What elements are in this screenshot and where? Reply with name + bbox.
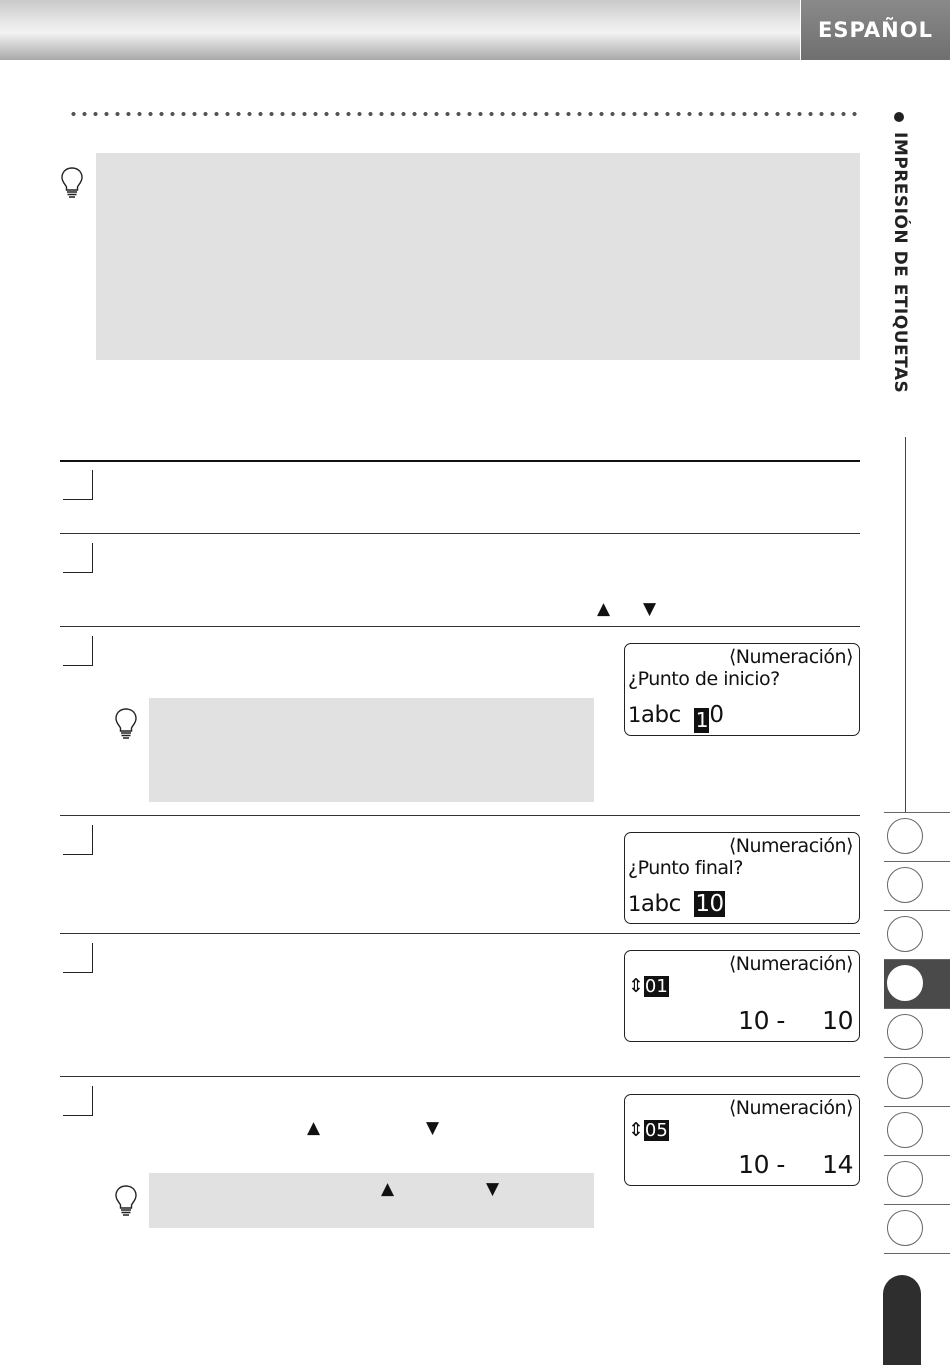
note-box — [149, 698, 594, 802]
step-marker-2 — [63, 543, 93, 573]
arrow-down-icon: ▼ — [486, 1179, 500, 1199]
side-divider — [905, 437, 906, 813]
chapter-circle — [887, 1112, 923, 1148]
lcd-value-highlight: 10 — [695, 891, 724, 917]
step-divider — [60, 815, 860, 816]
language-label: ESPAÑOL — [818, 18, 933, 42]
updown-icon: ⇕ — [628, 1119, 644, 1141]
arrow-down-icon: ▼ — [643, 599, 657, 619]
lightbulb-icon — [60, 166, 84, 200]
page-number-badge — [883, 1275, 921, 1365]
lcd-copies — [628, 1119, 669, 1141]
line-marker: 1 — [628, 703, 641, 727]
chapter-circle — [887, 1161, 923, 1197]
lcd-copies — [628, 975, 669, 997]
header-bar — [0, 0, 800, 60]
step-marker-1 — [63, 470, 93, 500]
chapter-tab-3[interactable] — [884, 910, 950, 959]
step-marker-6 — [63, 1086, 93, 1116]
lcd-cursor: 1 — [695, 708, 708, 732]
chapter-tab-1[interactable] — [884, 812, 950, 861]
note-box — [149, 1173, 594, 1228]
arrow-up-icon: ▲ — [597, 599, 611, 619]
lcd-screen-copies — [624, 950, 860, 1042]
arrow-up-icon: ▲ — [381, 1179, 395, 1199]
chapter-circle — [887, 1063, 923, 1099]
step-divider — [60, 626, 860, 627]
copies-value: 01 — [644, 976, 668, 997]
chapter-circle — [887, 965, 923, 1001]
lightbulb-icon — [114, 707, 138, 741]
note-box — [96, 153, 860, 360]
step-divider — [60, 933, 860, 934]
lcd-screen-copies-5 — [624, 1094, 860, 1186]
chapter-circle — [887, 916, 923, 952]
lcd-range: 10 - 10 — [738, 1006, 853, 1035]
step-marker-4 — [63, 825, 93, 855]
section-title: IMPRESIÓN DE ETIQUETAS — [890, 132, 910, 394]
chapter-circle — [887, 867, 923, 903]
chapter-tab-7[interactable] — [884, 1106, 950, 1155]
lcd-range: 10 - 14 — [738, 1150, 853, 1179]
arrow-down-icon: ▼ — [426, 1118, 440, 1138]
chapter-tab-8[interactable] — [884, 1155, 950, 1204]
lcd-text: abc — [640, 891, 681, 917]
step-marker-3 — [63, 636, 93, 666]
line-marker: 1 — [628, 892, 641, 916]
lcd-screen-start — [624, 643, 860, 736]
lcd-text: abc — [640, 702, 681, 728]
step-marker-5 — [63, 943, 93, 973]
lcd-input-row — [628, 891, 725, 917]
lcd-prompt: ¿Punto de inicio? — [628, 668, 780, 690]
lcd-input-row — [628, 702, 723, 733]
bullet-icon — [894, 112, 904, 122]
chapter-tab-4[interactable] — [884, 959, 950, 1008]
section-rule — [60, 460, 860, 462]
chapter-circle — [887, 1014, 923, 1050]
lightbulb-icon — [114, 1184, 138, 1218]
lcd-mode-label: ⟨Numeración⟩ — [728, 1097, 853, 1119]
chapter-tab-9[interactable] — [884, 1204, 950, 1254]
copies-value: 05 — [644, 1120, 668, 1141]
chapter-circle — [887, 1210, 923, 1246]
lcd-screen-end — [624, 832, 860, 924]
updown-icon: ⇕ — [628, 975, 644, 997]
chapter-tab-2[interactable] — [884, 861, 950, 910]
chapter-tab-5[interactable] — [884, 1008, 950, 1057]
lcd-mode-label: ⟨Numeración⟩ — [728, 646, 853, 668]
lcd-digit: 0 — [709, 702, 724, 728]
chapter-tab-6[interactable] — [884, 1057, 950, 1106]
lcd-mode-label: ⟨Numeración⟩ — [728, 835, 853, 857]
dotted-divider — [68, 111, 858, 117]
arrow-up-icon: ▲ — [307, 1118, 321, 1138]
chapter-circle — [887, 818, 923, 854]
step-divider — [60, 533, 860, 534]
lcd-prompt: ¿Punto final? — [628, 857, 743, 879]
lcd-mode-label: ⟨Numeración⟩ — [728, 953, 853, 975]
step-divider — [60, 1076, 860, 1077]
